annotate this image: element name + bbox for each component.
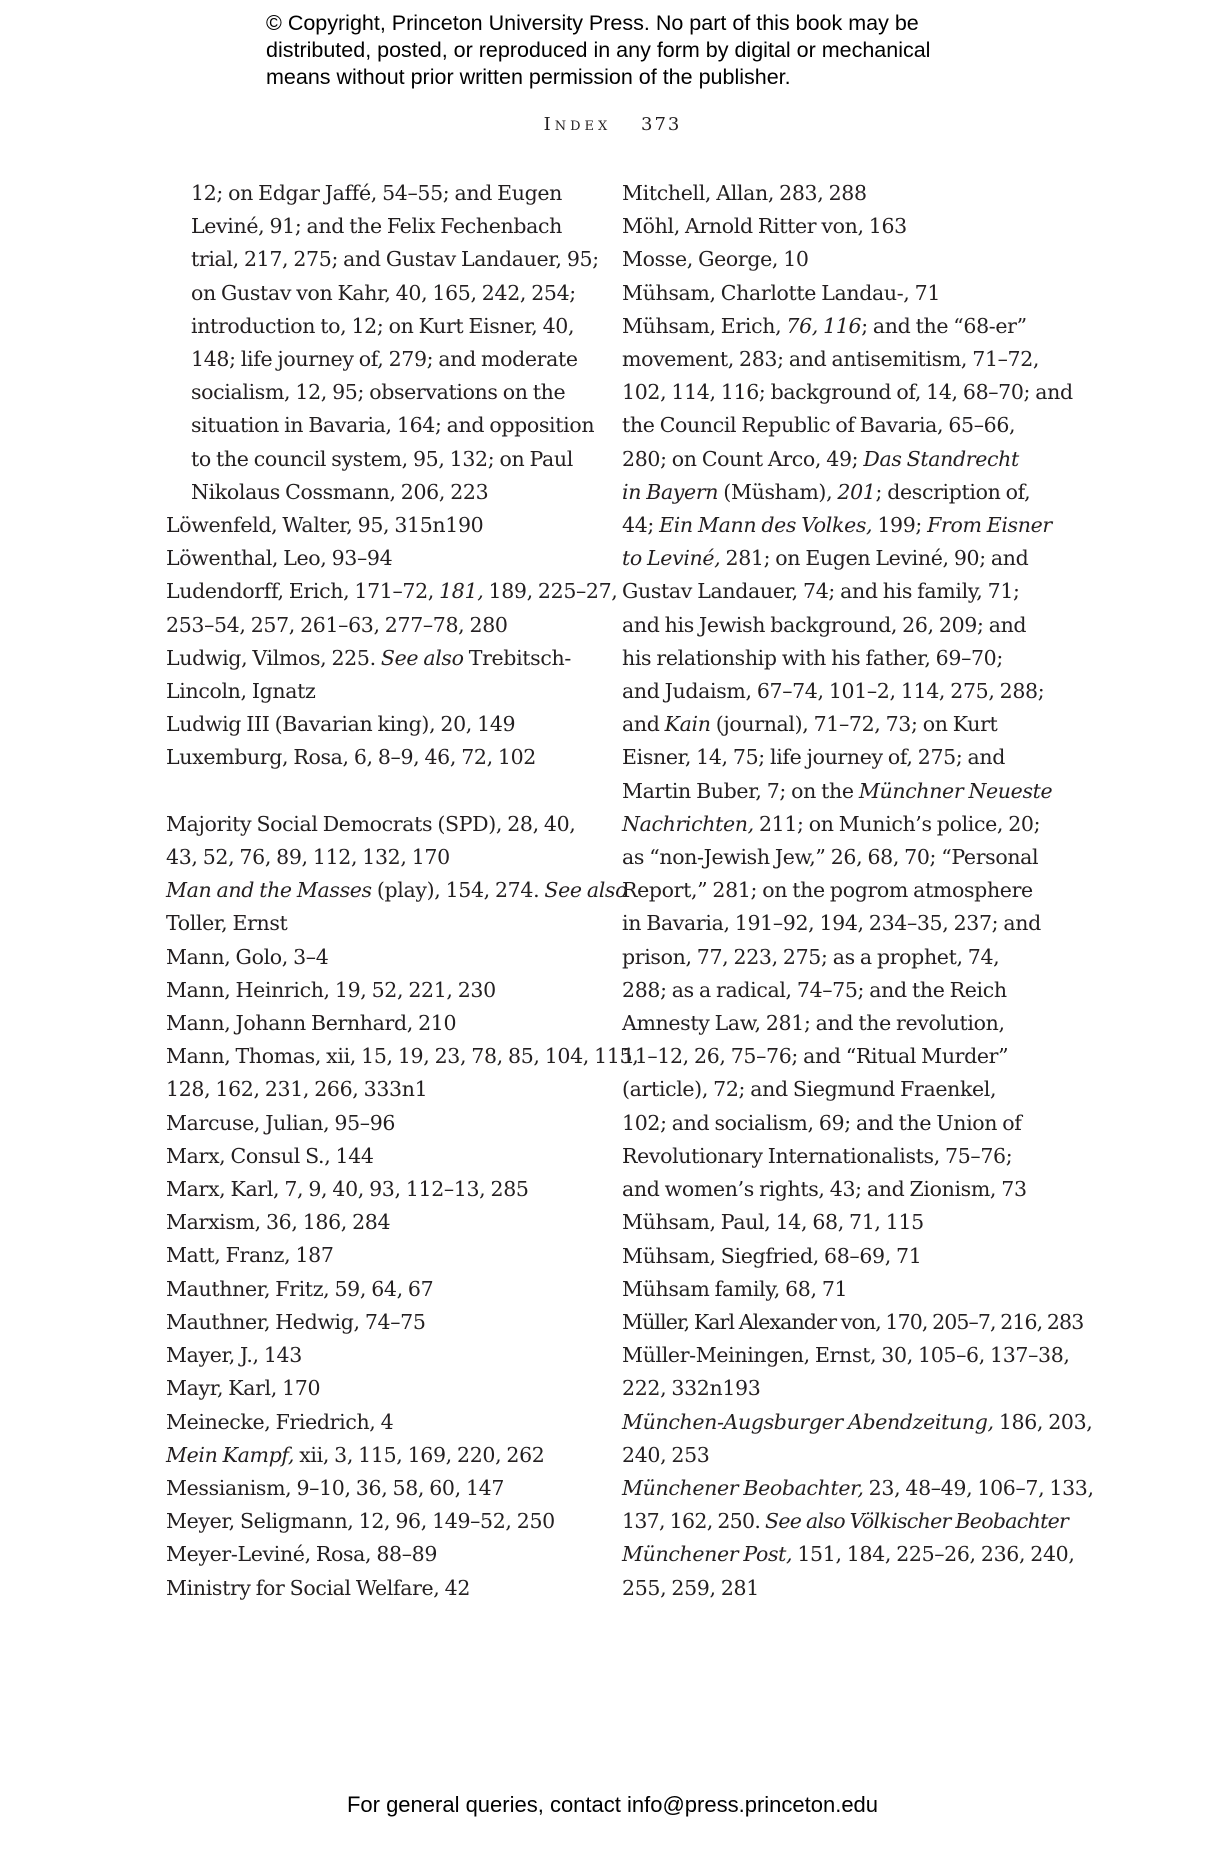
entry-line: 255, 259, 281: [622, 1575, 759, 1600]
index-column-left: [166, 177, 639, 1605]
entry-line: Amnesty Law, 281; and the revolution,: [622, 1011, 1005, 1036]
index-entry: Mühsam family, 68, 71: [622, 1276, 848, 1301]
entry-line: Gustav Landauer, 74; and his family, 71;: [622, 579, 1020, 604]
entry-text: 211; on Munich’s police, 20;: [753, 811, 1041, 836]
index-entry: [166, 808, 586, 874]
entry-text: (play), 154, 274.: [371, 878, 545, 903]
entry-line: [622, 476, 1052, 509]
index-entry: Mitchell, Allan, 283, 288: [622, 181, 867, 205]
index-entry: Mauthner, Fritz, 59, 64, 67: [166, 1276, 434, 1301]
entry-line: [622, 1538, 1075, 1571]
entry-text: (Müsham),: [718, 479, 838, 504]
entry-text-italic: 201: [837, 479, 876, 504]
entry-text-italic: See also: [380, 645, 464, 670]
index-entry: [622, 1406, 1093, 1472]
index-entry: Müller, Karl Alexander von, 170, 205–7, 216, 283: [622, 1309, 1084, 1334]
copyright-line: means without prior written permission of the publisher.: [266, 65, 791, 89]
entry-text: 44;: [622, 513, 660, 538]
entry-text: 186, 203,: [993, 1409, 1093, 1434]
entry-line: 288; as a radical, 74–75; and the Reich: [622, 977, 1007, 1002]
entry-line: 102; and socialism, 69; and the Union of: [622, 1110, 1022, 1135]
entry-text: Mühsam, Erich,: [622, 313, 787, 338]
entry-line: (article), 72; and Siegmund Fraenkel,: [622, 1077, 997, 1102]
index-entry: [166, 1040, 639, 1106]
entry-line: in Bavaria, 191–92, 194, 234–35, 237; and: [622, 911, 1041, 936]
entry-line: prison, 77, 223, 275; as a prophet, 74,: [622, 944, 1000, 969]
entry-line: and his Jewish background, 26, 209; and: [622, 612, 1027, 637]
index-entry: Löwenthal, Leo, 93–94: [166, 546, 393, 571]
index-entry: Marx, Consul S., 144: [166, 1143, 374, 1168]
index-entry: Matt, Franz, 187: [166, 1243, 334, 1268]
index-entry: Mühsam, Paul, 14, 68, 71, 115: [622, 1210, 924, 1235]
running-head: [0, 114, 1225, 135]
entry-text: 280; on Count Arco, 49;: [622, 446, 864, 471]
entry-line: and Judaism, 67–74, 101–2, 114, 275, 288;: [622, 679, 1045, 704]
index-entry: [622, 1538, 1075, 1604]
index-entry: Ludwig III (Bavarian king), 20, 149: [166, 712, 516, 737]
entry-line: 12; on Edgar Jaffé, 54–55; and Eugen: [191, 181, 563, 205]
footer-contact: For general queries, contact info@press.princeton.edu: [346, 1792, 879, 1817]
entry-line: [622, 1406, 1093, 1439]
entry-text-italic: München-Augsburger Abendzeitung,: [622, 1409, 994, 1434]
entry-line: and women’s rights, 43; and Zionism, 73: [622, 1177, 1027, 1202]
entry-line: 148; life journey of, 279; and moderate: [191, 347, 578, 372]
entry-line: [166, 575, 618, 608]
page-number: 373: [641, 114, 682, 135]
entry-text-italic: Das Standrecht: [863, 446, 1019, 471]
index-entry: Ministry for Social Welfare, 42: [166, 1575, 471, 1600]
index-entry: Löwenfeld, Walter, 95, 315n190: [166, 513, 484, 538]
index-entry: Messianism, 9–10, 36, 58, 60, 147: [166, 1475, 505, 1500]
index-entry: Marcuse, Julian, 95–96: [166, 1110, 396, 1135]
index-entry: Mayr, Karl, 170: [166, 1376, 321, 1401]
entry-text-italic: 181,: [439, 579, 484, 604]
entry-text: xii, 3, 115, 169, 220, 262: [294, 1442, 545, 1467]
index-entry: Marxism, 36, 186, 284: [166, 1210, 391, 1235]
entry-line: Toller, Ernst: [166, 911, 288, 936]
entry-text: 151, 184, 225–26, 236, 240,: [792, 1542, 1075, 1567]
entry-line: Müller-Meiningen, Ernst, 30, 105–6, 137–38,: [622, 1343, 1070, 1368]
running-head-title: Index: [543, 114, 612, 135]
index-column-right: [622, 177, 1094, 1605]
entry-text: 137, 162, 250.: [622, 1509, 765, 1534]
entry-text: Martin Buber, 7; on the: [622, 778, 859, 803]
entry-line: Lincoln, Ignatz: [166, 679, 316, 704]
entry-line: [622, 443, 1052, 476]
index-entry: Mosse, George, 10: [622, 247, 809, 272]
entry-text: and: [622, 712, 665, 737]
entry-line: as “non-Jewish Jew,” 26, 68, 70; “Personal: [622, 845, 1039, 870]
entry-line: [622, 542, 1052, 575]
index-entry: Mühsam, Siegfried, 68–69, 71: [622, 1243, 922, 1268]
index-entry: [166, 575, 618, 641]
index-entry: Mann, Johann Bernhard, 210: [166, 1011, 457, 1036]
index-entry: Möhl, Arnold Ritter von, 163: [622, 214, 907, 239]
entry-line: 222, 332n193: [622, 1376, 761, 1401]
entry-text-italic: Nachrichten,: [622, 811, 754, 836]
entry-line: movement, 283; and antisemitism, 71–72,: [622, 347, 1040, 372]
entry-line: [622, 310, 1052, 343]
index-entry: [622, 1339, 1070, 1405]
entry-text-italic: 76, 116: [786, 313, 862, 338]
entry-line: [622, 1472, 1094, 1505]
entry-line: introduction to, 12; on Kurt Eisner, 40,: [191, 313, 575, 338]
entry-text: ; description of,: [875, 479, 1031, 504]
index-entry: [166, 1439, 586, 1472]
letter-group-gap: [166, 775, 586, 808]
index-entry: Marx, Karl, 7, 9, 40, 93, 112–13, 285: [166, 1177, 529, 1202]
entry-line: Eisner, 14, 75; life journey of, 275; and: [622, 745, 1006, 770]
entry-text-italic: Münchener Post,: [622, 1542, 793, 1567]
entry-text: Ludendorff, Erich, 171–72,: [166, 579, 440, 604]
entry-line: on Gustav von Kahr, 40, 165, 242, 254;: [191, 280, 576, 305]
entry-line: situation in Bavaria, 164; and opposition: [191, 413, 595, 438]
entry-line: Report,” 281; on the pogrom atmosphere: [622, 878, 1033, 903]
entry-text-italic: Kain: [664, 712, 711, 737]
entry-line: [166, 642, 586, 675]
entry-text-italic: See also: [544, 878, 628, 903]
entry-line: his relationship with his father, 69–70;: [622, 645, 1003, 670]
entry-line: 240, 253: [622, 1442, 710, 1467]
entry-text-italic: Münchener Beobachter,: [622, 1475, 864, 1500]
entry-text: Trebitsch-: [463, 645, 571, 670]
entry-line: Leviné, 91; and the Felix Fechenbach: [191, 214, 563, 239]
entry-line: to the council system, 95, 132; on Paul: [191, 446, 573, 471]
entry-text-italic: Man and the Masses: [166, 878, 372, 903]
entry-line: [622, 509, 1052, 542]
entry-text: 23, 48–49, 106–7, 133,: [863, 1475, 1094, 1500]
entry-line: Nikolaus Cossmann, 206, 223: [191, 479, 489, 504]
entry-text-italic: Münchner Neueste: [858, 778, 1053, 803]
entry-line: 43, 52, 76, 89, 112, 132, 170: [166, 845, 450, 870]
index-entry: Meyer, Seligmann, 12, 96, 149–52, 250: [166, 1509, 555, 1534]
entry-text-italic: From Eisner: [927, 513, 1052, 538]
entry-text: 199;: [872, 513, 928, 538]
index-entry: Mann, Golo, 3–4: [166, 944, 329, 969]
index-entry: [166, 642, 586, 708]
index-entry-muhsam-erich: [622, 310, 1073, 1206]
index-entry: Mauthner, Hedwig, 74–75: [166, 1309, 426, 1334]
entry-text: Ludwig, Vilmos, 225.: [166, 645, 381, 670]
index-entry: Mann, Heinrich, 19, 52, 221, 230: [166, 977, 496, 1002]
entry-line: 128, 162, 231, 266, 333n1: [166, 1077, 428, 1102]
entry-line: 102, 114, 116; background of, 14, 68–70; and: [622, 380, 1073, 405]
entry-text-italic: See also Völkischer Beobachter: [764, 1509, 1069, 1534]
entry-line: trial, 217, 275; and Gustav Landauer, 95;: [191, 247, 599, 272]
entry-line: 253–54, 257, 261–63, 277–78, 280: [166, 612, 508, 637]
entry-text: (journal), 71–72, 73; on Kurt: [710, 712, 998, 737]
entry-text-italic: Ein Mann des Volkes,: [659, 513, 873, 538]
index-entry-continuation: [166, 177, 599, 509]
entry-text: ; and the “68-er”: [861, 313, 1027, 338]
entry-text: 189, 225–27,: [483, 579, 618, 604]
copyright-notice: [266, 10, 1026, 91]
entry-line: [622, 808, 1052, 841]
index-entry: Meyer-Leviné, Rosa, 88–89: [166, 1542, 438, 1567]
index-entry: Mühsam, Charlotte Landau-, 71: [622, 280, 941, 305]
entry-line: [622, 1505, 1069, 1538]
entry-line: 11–12, 26, 75–76; and “Ritual Murder”: [622, 1044, 1009, 1069]
entry-line: socialism, 12, 95; observations on the: [191, 380, 566, 405]
copyright-line: distributed, posted, or reproduced in any form by digital or mechanical: [266, 38, 931, 62]
entry-text: 281; on Eugen Leviné, 90; and: [720, 546, 1029, 571]
index-entry: Mayer, J., 143: [166, 1343, 302, 1368]
entry-text-italic: in Bayern: [622, 479, 719, 504]
entry-text-italic: to Leviné,: [622, 546, 721, 571]
index-entry: Meinecke, Friedrich, 4: [166, 1409, 394, 1434]
entry-line: Mann, Thomas, xii, 15, 19, 23, 78, 85, 104, 115,: [166, 1044, 639, 1069]
entry-text-italic: Mein Kampf,: [166, 1442, 295, 1467]
index-entry: Luxemburg, Rosa, 6, 8–9, 46, 72, 102: [166, 745, 536, 770]
entry-line: Revolutionary Internationalists, 75–76;: [622, 1143, 1013, 1168]
entry-line: the Council Republic of Bavaria, 65–66,: [622, 413, 1016, 438]
copyright-line: © Copyright, Princeton University Press. No part of this book may be: [266, 11, 919, 35]
index-entry: [622, 1472, 1094, 1538]
index-entry: [166, 874, 628, 940]
entry-line: [622, 708, 1052, 741]
entry-line: [622, 775, 1053, 808]
entry-line: Majority Social Democrats (SPD), 28, 40,: [166, 811, 576, 836]
entry-line: [166, 874, 628, 907]
